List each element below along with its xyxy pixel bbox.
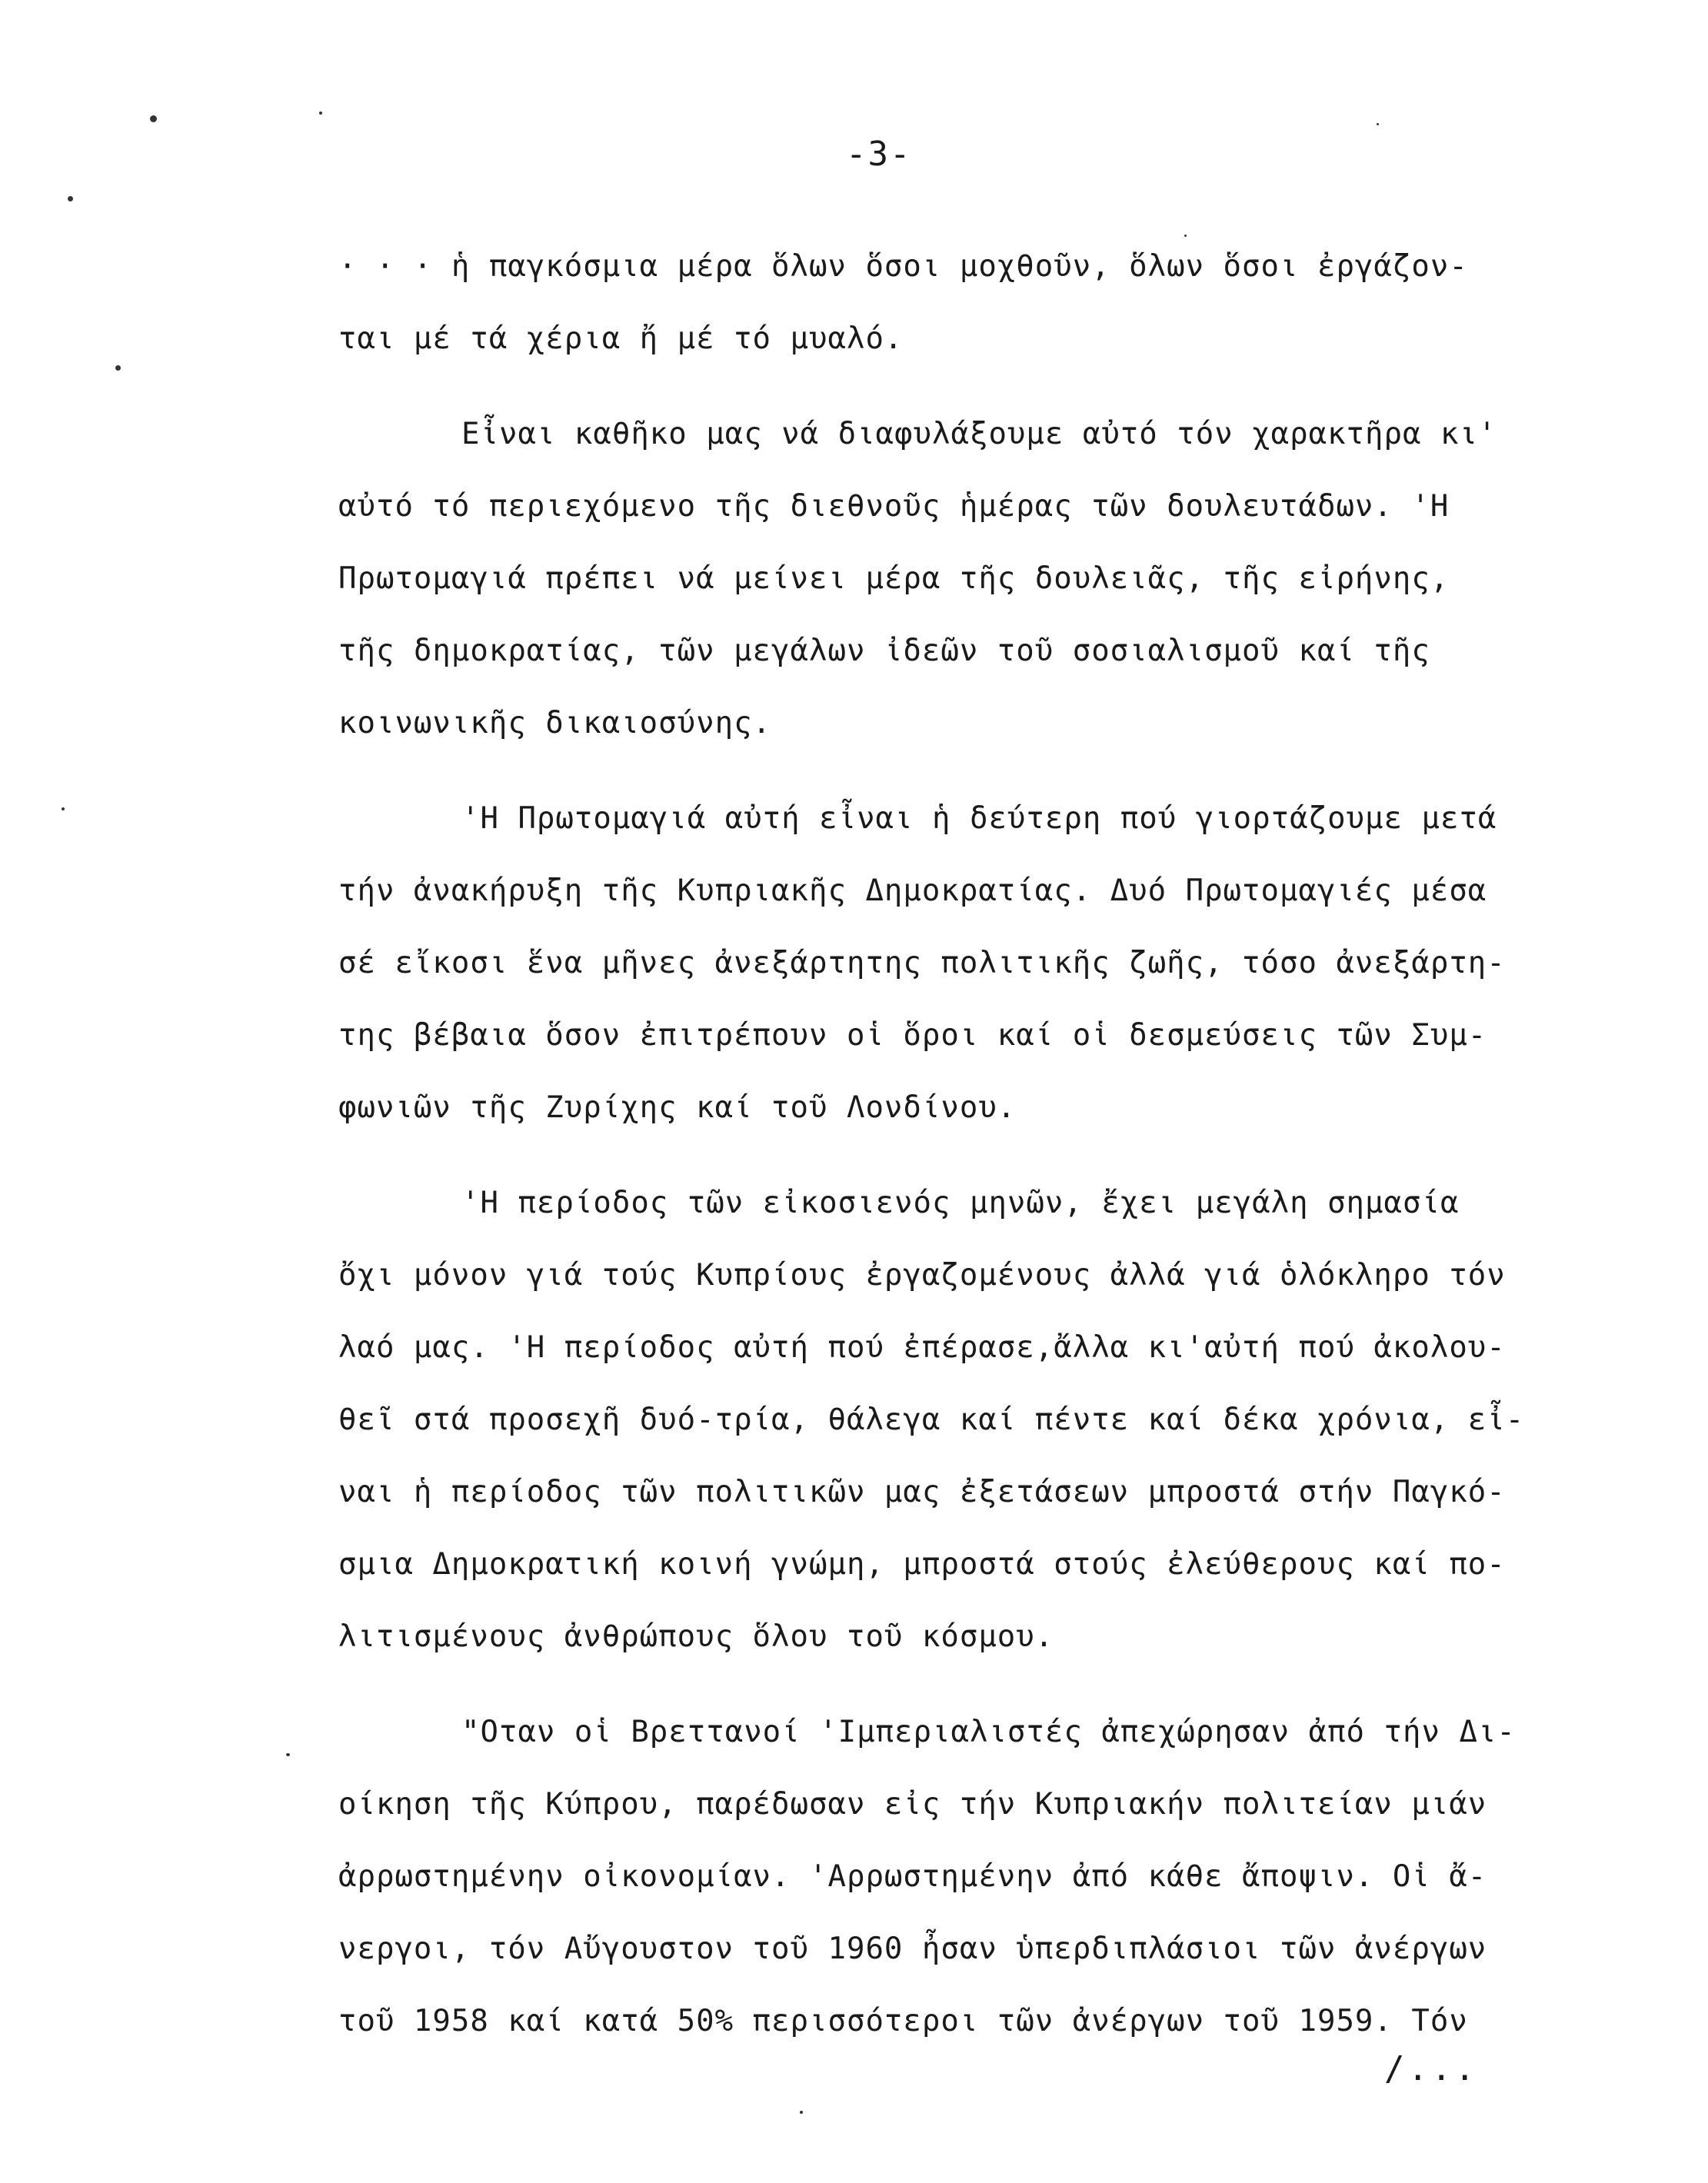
text-line: ἀρρωστημένην οἰκονομίαν. 'Αρρωστημένην ἀπό κάθε ἄποψιν. Οἱ ἄ-	[338, 1859, 1487, 1894]
paragraph	[338, 1696, 1600, 2058]
scan-speck	[62, 807, 65, 810]
text-line: σμια Δημοκρατική κοινή γνώμη, μπροστά στούς ἐλεύθερους καί πο-	[338, 1547, 1506, 1582]
text-line: θεῖ στά προσεχῆ δυό-τρία, θάλεγα καί πέντε καί δέκα χρόνια, εἶ-	[338, 1403, 1525, 1437]
text-line: 'Η περίοδος τῶν εἰκοσιενός μηνῶν, ἔχει μεγάλη σημασία	[461, 1186, 1460, 1220]
paragraph	[338, 783, 1600, 1144]
text-line: νεργοι, τόν Αὔγουστον τοῦ 1960 ἦσαν ὑπερδιπλάσιοι τῶν ἀνέργων	[338, 1932, 1487, 1966]
text-line: "Οταν οἱ Βρεττανοί 'Ιμπεριαλιστές ἀπεχώρησαν ἀπό τήν Δι-	[461, 1715, 1516, 1749]
document-body	[338, 231, 1600, 2081]
text-line: λαό μας. 'Η περίοδος αὐτή πού ἐπέρασε,ἄλλα κι'αὐτή πού ἀκολου-	[338, 1330, 1506, 1365]
scan-speck	[1377, 123, 1379, 125]
paragraph	[338, 231, 1600, 375]
text-line: τοῦ 1958 καί κατά 50% περισσότεροι τῶν ἀνέργων τοῦ 1959. Τόν	[338, 2004, 1468, 2038]
continuation-mark: /...	[1384, 2049, 1478, 2088]
text-line: Πρωτομαγιά πρέπει νά μείνει μέρα τῆς δουλειᾶς, τῆς εἰρήνης,	[338, 561, 1450, 596]
text-line: ναι ἡ περίοδος τῶν πολιτικῶν μας ἐξετάσεων μπροστά στήν Παγκό-	[338, 1475, 1506, 1509]
text-line: οίκηση τῆς Κύπρου, παρέδωσαν εἰς τήν Κυπριακήν πολιτείαν μιάν	[338, 1787, 1487, 1822]
scan-speck	[319, 111, 322, 115]
scan-speck	[150, 115, 157, 122]
text-line: ται μέ τά χέρια ἤ μέ τό μυαλό.	[338, 321, 904, 356]
scan-speck	[800, 2111, 803, 2114]
scan-speck	[1184, 235, 1187, 237]
text-line: λιτισμένους ἀνθρώπους ὅλου τοῦ κόσμου.	[338, 1619, 1054, 1654]
scan-speck	[68, 196, 73, 201]
paragraph	[338, 1167, 1600, 1673]
scan-speck	[115, 365, 121, 371]
paragraph	[338, 398, 1600, 760]
text-line: φωνιῶν τῆς Ζυρίχης καί τοῦ Λονδίνου.	[338, 1090, 1017, 1125]
text-line: αὐτό τό περιεχόμενο τῆς διεθνοῦς ἡμέρας τῶν δουλευτάδων. 'Η	[338, 489, 1450, 524]
text-line: ὄχι μόνον γιά τούς Κυπρίους ἐργαζομένους ἀλλά γιά ὁλόκληρο τόν	[338, 1258, 1506, 1293]
text-line: τῆς δημοκρατίας, τῶν μεγάλων ἰδεῶν τοῦ σοσιαλισμοῦ καί τῆς	[338, 634, 1430, 668]
page-number: -3-	[846, 135, 912, 174]
text-line: τήν ἀνακήρυξη τῆς Κυπριακῆς Δημοκρατίας. Δυό Πρωτομαγιές μέσα	[338, 874, 1487, 908]
scan-speck	[286, 1753, 290, 1756]
text-line: της βέβαια ὅσον ἐπιτρέπουν οἱ ὅροι καί οἱ δεσμεύσεις τῶν Συμ-	[338, 1018, 1487, 1053]
text-line: · · · ἡ παγκόσμια μέρα ὅλων ὅσοι μοχθοῦν, ὅλων ὅσοι ἐργάζον-	[338, 249, 1468, 284]
text-line: σέ εἴκοσι ἕνα μῆνες ἀνεξάρτητης πολιτικῆς ζωῆς, τόσο ἀνεξάρτη-	[338, 946, 1506, 980]
text-line: 'Η Πρωτομαγιά αὐτή εἶναι ἡ δεύτερη πού γιορτάζουμε μετά	[461, 801, 1497, 836]
text-line: Εἶναι καθῆκο μας νά διαφυλάξουμε αὐτό τόν χαρακτῆρα κι'	[461, 417, 1497, 451]
text-line: κοινωνικῆς δικαιοσύνης.	[338, 706, 772, 740]
